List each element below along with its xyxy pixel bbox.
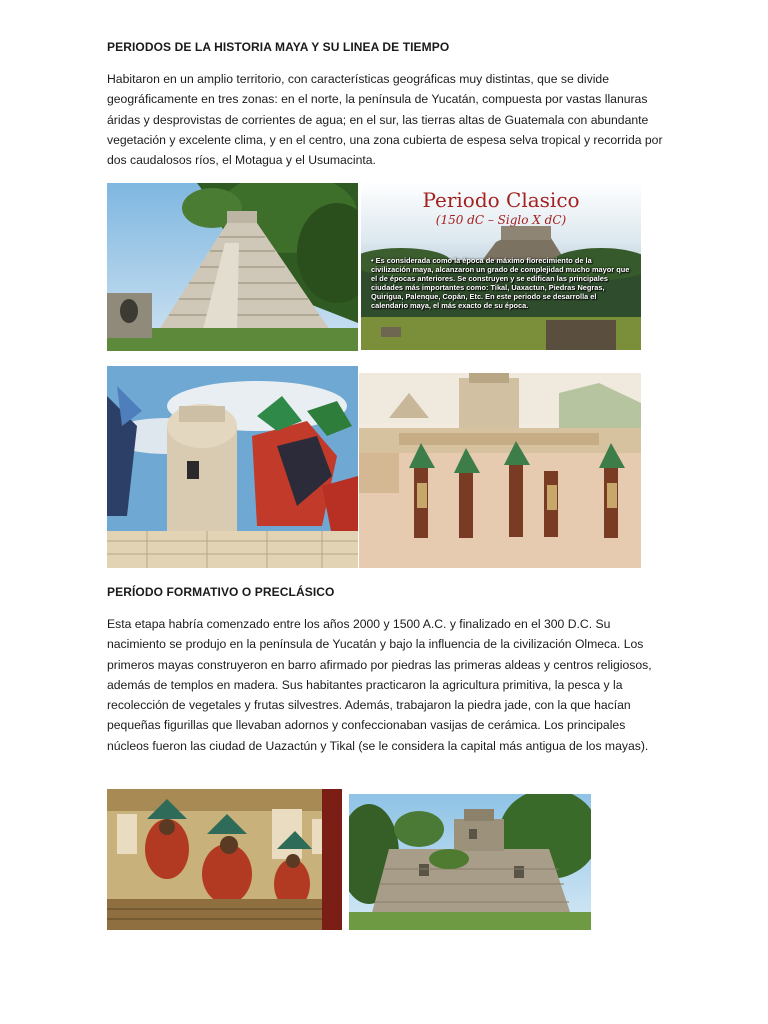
- slide-body-text: • Es considerada como la época de máximo florecimiento de la civilización maya, alcanzaron un grado de complejidad mucho mayor que el de épocas anteriores. Se construyen y se edifican las principales ciudades más importantes como: Tikal, Uaxactun, Piedras Negras, Quirigua, Palenque, Copán, Etc. En este periodo se desarrolla el calendario maya, el más exacto de su época.: [371, 256, 630, 310]
- intro-paragraph: Habitaron en un amplio territorio, con características geográficas muy distintas, que se divide geográficamente en tres zonas: en el norte, la península de Yucatán, compuesta por vastas llanuras áridas y desprovistas de corrientes de agua; en el sur, las tierras altas de Guatemala con abundante vegetación y excelente clima, y en el centro, una zona cubierta de espesa selva tropical y recorrida por dos caudalosos ríos, el Motagua y el Usumacinta.: [107, 72, 663, 168]
- maya-ruins-photo: [349, 794, 591, 930]
- section-heading-periodos: PERIODOS DE LA HISTORIA MAYA Y SU LINEA DE TIEMPO: [107, 40, 450, 54]
- slide-title: Periodo Clasico: [422, 188, 580, 212]
- maya-procession-painting: [359, 373, 641, 568]
- codex-mural-painting: [107, 789, 342, 930]
- maya-ceremony-painting: [107, 366, 358, 568]
- periodo-clasico-slide: [361, 182, 641, 350]
- formativo-paragraph: Esta etapa habría comenzado entre los años 2000 y 1500 A.C. y finalizado en el 300 D.C. Su nacimiento se produjo en la península de Yucatán y bajo la influencia de la civilización Olmeca. Los primeros mayas construyeron en barro afirmado por piedras las primeras aldeas y centros religiosos, además de templos en madera. Sus habitantes practicaron la agricultura primitiva, la pesca y la recolección de vegetales y frutas silvestres. Además, trabajaron la piedra jade, con la que hacían pequeñas figurillas que llevaban adornos y confeccionaban vasijas de cerámica. Los principales núcleos fueron las ciudad de Uazactún y Tikal (se le considera la capital más antigua de los mayas).: [107, 617, 652, 753]
- slide-subtitle: (150 dC – Siglo X dC): [435, 213, 567, 227]
- temple-photo: [107, 183, 358, 351]
- section-heading-formativo: PERÍODO FORMATIVO O PRECLÁSICO: [107, 585, 335, 599]
